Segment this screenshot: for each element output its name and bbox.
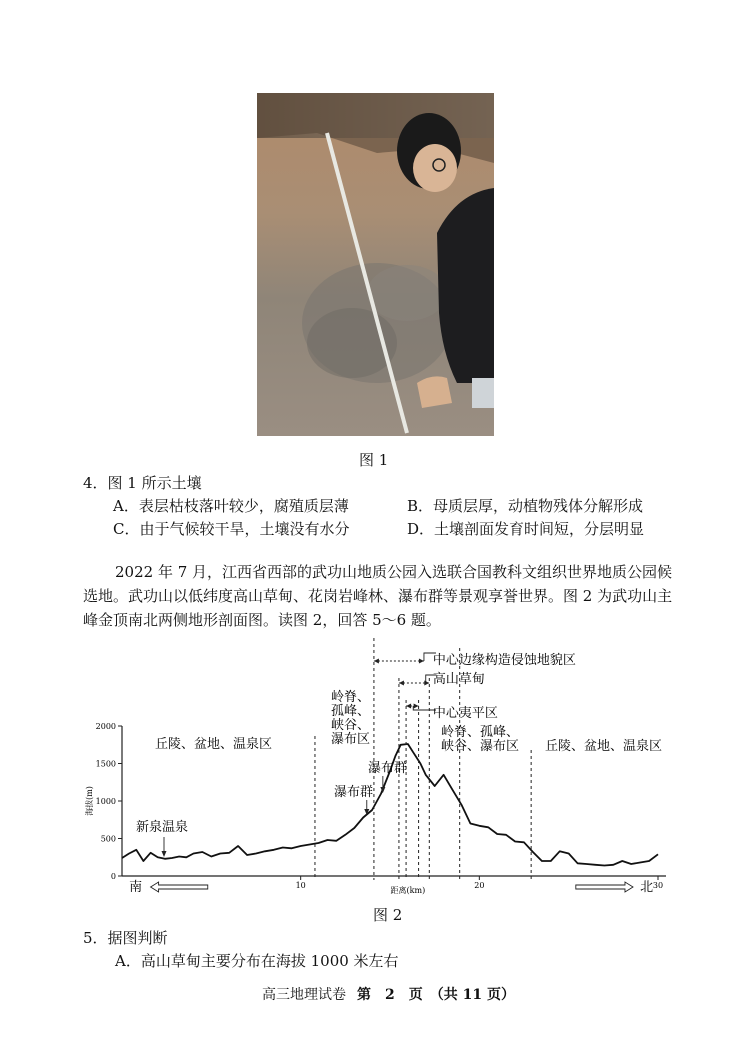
footer-page: 第 2 页 （共 11 页） (357, 987, 515, 1003)
label-right-ridge-zone: 峡谷、瀑布区 (441, 739, 520, 754)
figure-1-caption: 图 1 (359, 451, 389, 469)
meadow-arrow-head-right (424, 681, 429, 686)
x-axis-label: 距离(km) (390, 886, 426, 895)
edge-zone-arrow-head-right (419, 659, 424, 664)
question-5-stem: 5．据图判断 (83, 929, 168, 947)
soil-profile-photo (257, 93, 494, 436)
label-left-ridge-zone: 岭脊、 (331, 690, 371, 705)
edge-zone-arrow-head-left (374, 659, 379, 664)
soil-photo-graphic (257, 93, 494, 436)
y-tick-label: 1000 (95, 797, 116, 806)
label-waterfall-group-2: 瀑布群 (334, 785, 374, 800)
label-right-ridge-zone: 岭脊、孤峰、 (441, 725, 520, 740)
figure-2-caption: 图 2 (373, 906, 403, 924)
north-arrow (576, 882, 633, 892)
label-center-edge-zone: 中心边缘构造侵蚀地貌区 (432, 653, 576, 668)
hotspring-arrow-head (162, 851, 167, 857)
label-left-ridge-zone: 孤峰、 (331, 704, 371, 719)
question-4-option-b: B．母质层厚，动植物残体分解形成 (407, 497, 644, 515)
label-waterfall-group-1: 瀑布群 (368, 761, 408, 776)
question-4-option-d: D．土壤剖面发育时间短，分层明显 (407, 520, 645, 538)
question-4-option-c: C．由于气候较干旱，土壤没有水分 (113, 520, 350, 538)
passage-line-3: 峰金顶南北两侧地形剖面图。读图 2，回答 5～6 题。 (83, 611, 441, 629)
y-axis-label: 海拔(m) (85, 786, 94, 816)
passage-line-1: 2022 年 7 月，江西省西部的武功山地质公园入选联合国教科文组织世界地质公园候 (115, 563, 673, 581)
label-alpine-meadow: 高山草甸 (432, 672, 485, 687)
question-4-stem: 4．图 1 所示土壤 (83, 474, 202, 492)
south-arrow (151, 882, 208, 892)
y-tick-label: 0 (110, 872, 116, 881)
label-left-ridge-zone: 瀑布区 (331, 732, 371, 747)
question-5-option-a: A．高山草甸主要分布在海拔 1000 米左右 (115, 952, 399, 970)
question-4-option-a: A．表层枯枝落叶较少，腐殖质层薄 (113, 497, 349, 515)
label-left-hills-zone: 丘陵、盆地、温泉区 (155, 737, 273, 752)
y-tick-label: 2000 (95, 722, 116, 731)
y-tick-label: 1500 (95, 759, 116, 769)
label-left-ridge-zone: 峡谷、 (331, 718, 371, 733)
passage-line-2: 选地。武功山以低纬度高山草甸、花岗岩峰林、瀑布群等景观享誉世界。图 2 为武功山主 (83, 587, 673, 605)
x-tick-label: 10 (295, 881, 306, 890)
footer-subject: 高三地理试卷 (262, 987, 346, 1003)
label-xinquan-hotspring: 新泉温泉 (136, 820, 189, 835)
label-right-hills-zone: 丘陵、盆地、温泉区 (545, 739, 663, 754)
label-north: 北 (640, 880, 654, 895)
plain-arrow-head-left (406, 704, 411, 709)
label-south: 南 (129, 880, 143, 895)
meadow-arrow-head-left (399, 681, 404, 686)
y-tick-label: 500 (100, 834, 116, 844)
label-center-plain: 中心夷平区 (432, 706, 498, 721)
x-tick-label: 20 (474, 881, 485, 890)
plain-arrow-head-right (414, 704, 419, 709)
terrain-profile-chart (80, 638, 700, 900)
x-tick-label: 30 (652, 881, 664, 890)
